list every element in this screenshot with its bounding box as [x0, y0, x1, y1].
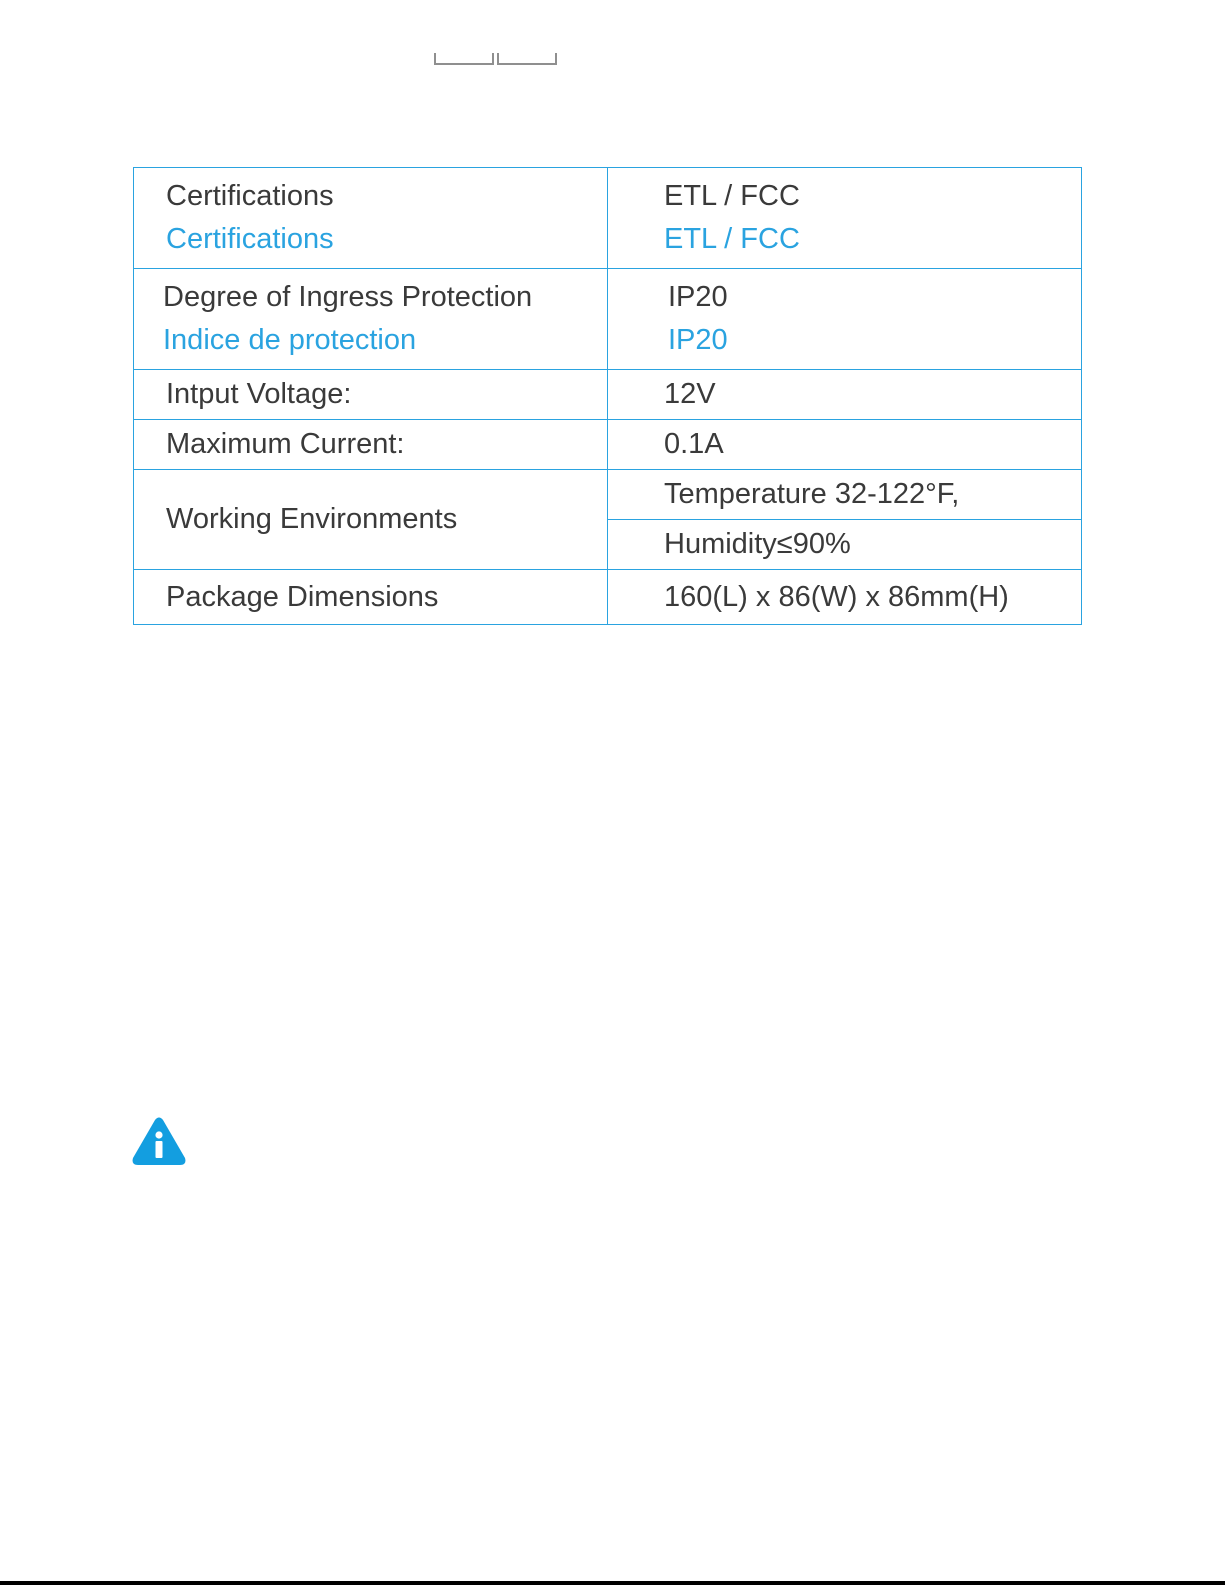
current-value: 0.1A [608, 420, 1082, 470]
package-value: 160(L) x 86(W) x 86mm(H) [608, 570, 1082, 625]
bracket-fragment-left [434, 53, 494, 65]
package-label: Package Dimensions [134, 570, 608, 625]
table-row-input-voltage [134, 370, 1082, 420]
specifications-table [133, 167, 1082, 625]
ingress-label: Degree of Ingress Protection [163, 281, 533, 314]
voltage-value: 12V [608, 370, 1082, 420]
bracket-fragment-right [497, 53, 557, 65]
environment-temperature: Temperature 32-122°F, [608, 470, 1082, 520]
ingress-value-cell [608, 269, 1082, 370]
ingress-value: IP20 [668, 281, 728, 314]
voltage-label: Intput Voltage: [134, 370, 608, 420]
certifications-label-fr: Certifications [166, 223, 334, 255]
bottom-border-line [0, 1581, 1225, 1585]
table-row-maximum-current [134, 420, 1082, 470]
ingress-value-fr: IP20 [668, 324, 728, 356]
table-row-ingress-protection [134, 269, 1082, 370]
environment-humidity: Humidity≤90% [608, 520, 1082, 570]
table-row-certifications [134, 168, 1082, 269]
table-row-working-environments [134, 470, 1082, 520]
info-warning-triangle-icon [131, 1116, 187, 1166]
current-label: Maximum Current: [134, 420, 608, 470]
certifications-label: Certifications [166, 180, 334, 213]
certifications-value: ETL / FCC [664, 180, 800, 213]
ingress-label-fr: Indice de protection [163, 324, 417, 356]
environment-label: Working Environments [134, 470, 608, 570]
certifications-value-fr: ETL / FCC [664, 223, 800, 255]
certifications-value-cell [608, 168, 1082, 269]
ingress-label-cell [134, 269, 608, 370]
certifications-label-cell [134, 168, 608, 269]
table-row-package-dimensions [134, 570, 1082, 625]
